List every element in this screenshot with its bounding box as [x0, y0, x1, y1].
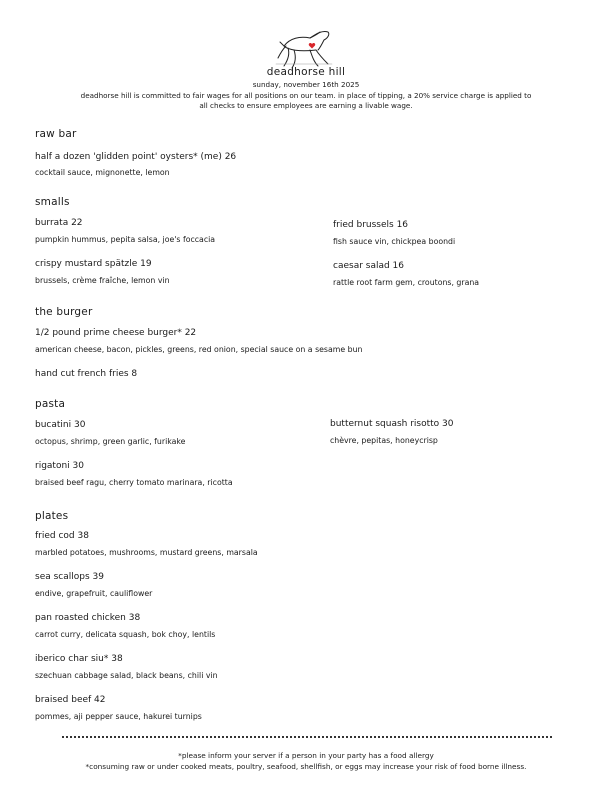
- menu-item-name: rigatoni 30: [35, 461, 84, 471]
- section-title-plates: plates: [35, 510, 69, 522]
- menu-item-name: pan roasted chicken 38: [35, 613, 141, 623]
- menu-item-desc: american cheese, bacon, pickles, greens, red onion, special sauce on a sesame bun: [35, 345, 363, 354]
- notice-line-2: all checks to ensure employees are earning a livable wage.: [199, 101, 413, 110]
- menu-item-desc: chèvre, pepitas, honeycrisp: [330, 436, 438, 445]
- menu-item-desc: szechuan cabbage salad, black beans, chili vin: [35, 671, 218, 680]
- menu-item-desc: pommes, aji pepper sauce, hakurei turnips: [35, 712, 202, 721]
- menu-date: sunday, november 16th 2025: [252, 80, 360, 89]
- menu-item-name: butternut squash risotto 30: [330, 419, 454, 429]
- menu-item-desc: octopus, shrimp, green garlic, furikake: [35, 437, 186, 446]
- menu-item-desc: endive, grapefruit, cauliflower: [35, 589, 153, 598]
- menu-item-desc: cocktail sauce, mignonette, lemon: [35, 168, 170, 177]
- menu-item-desc: marbled potatoes, mushrooms, mustard greens, marsala: [35, 548, 258, 557]
- service-charge-notice: [30, 91, 582, 111]
- menu-item-name: half a dozen 'glidden point' oysters* (me) 26: [35, 152, 237, 162]
- section-title-raw-bar: raw bar: [35, 128, 77, 140]
- menu-item-name: caesar salad 16: [333, 261, 405, 271]
- menu-item-name: braised beef 42: [35, 695, 106, 705]
- menu-item-name: fried brussels 16: [333, 220, 409, 230]
- notice-line-1: deadhorse hill is committed to fair wages for all positions on our team. in place of tipping, a 20% service charge is applied to: [80, 91, 532, 100]
- menu-item-name: 1/2 pound prime cheese burger* 22: [35, 328, 197, 338]
- section-title-pasta: pasta: [35, 398, 66, 410]
- menu-item-name: burrata 22: [35, 218, 83, 228]
- menu-item-name: sea scallops 39: [35, 572, 104, 582]
- dotted-divider: [62, 736, 552, 738]
- menu-item-desc: braised beef ragu, cherry tomato marinara, ricotta: [35, 478, 233, 487]
- raw-food-warning: *consuming raw or under cooked meats, poultry, seafood, shellfish, or eggs may increase your risk of food borne illness.: [85, 762, 527, 771]
- section-title-burger: the burger: [35, 306, 93, 318]
- section-title-smalls: smalls: [35, 196, 70, 208]
- horse-logo-icon: [270, 24, 340, 72]
- menu-item-name: iberico char siu* 38: [35, 654, 123, 664]
- menu-item-name: hand cut french fries 8: [35, 369, 138, 379]
- menu-item-desc: rattle root farm gem, croutons, grana: [333, 278, 480, 287]
- menu-item-desc: pumpkin hummus, pepita salsa, joe's foccacia: [35, 235, 216, 244]
- menu-item-name: crispy mustard spätzle 19: [35, 259, 152, 269]
- menu-item-name: fried cod 38: [35, 531, 89, 541]
- allergy-notice: *please inform your server if a person in your party has a food allergy: [178, 751, 434, 760]
- menu-item-desc: brussels, crème fraîche, lemon vin: [35, 276, 170, 285]
- menu-item-name: bucatini 30: [35, 420, 86, 430]
- menu-item-desc: carrot curry, delicata squash, bok choy, lentils: [35, 630, 216, 639]
- restaurant-name: deadhorse hill: [266, 66, 346, 78]
- menu-item-desc: fish sauce vin, chickpea boondi: [333, 237, 456, 246]
